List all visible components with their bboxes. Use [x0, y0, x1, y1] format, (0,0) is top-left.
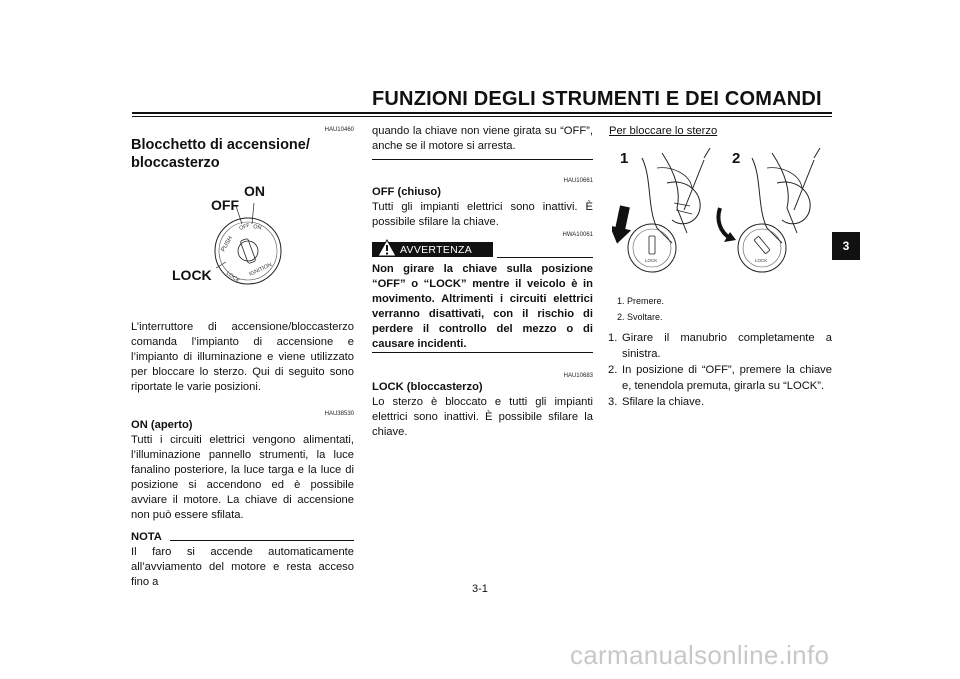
- svg-text:LOCK: LOCK: [645, 258, 658, 263]
- off-title: OFF (chiuso): [372, 186, 441, 198]
- figure-label-1: 1: [620, 150, 629, 167]
- warning-text: Non girare la chiave sulla posizione “OFF” o “LOCK” mentre il veicolo è in movimento. Altrimenti i circuiti elettrici verranno disattivati, con il rischio di perdere il controllo del mezzo o di causare incidenti.: [372, 263, 593, 350]
- step-text: In posizione di “OFF”, premere la chiave e, tenendola premuta, girarla su “LOCK”.: [622, 364, 832, 392]
- off-section: [372, 185, 593, 230]
- watermark-text[interactable]: carmanualsonline.info: [570, 640, 830, 670]
- list-item: [608, 362, 832, 394]
- warning-rule-top: [497, 257, 593, 258]
- section-code: HAU10661: [563, 178, 593, 184]
- page-header-title: FUNZIONI DEGLI STRUMENTI E DEI COMANDI: [372, 88, 822, 110]
- list-item: [608, 330, 832, 362]
- section-heading: [131, 136, 361, 172]
- intro-paragraph: L’interruttore di accensione/bloccasterzo comanda l’impianto di accensione e l’impianto di illuminazione e viene utilizzato per bloccare lo sterzo. Qui di seguito sono riportate le varie posizioni.: [131, 321, 354, 393]
- warning-code: HWA10061: [562, 232, 593, 238]
- lock-title: LOCK (bloccasterzo): [372, 381, 483, 393]
- warning-triangle-icon: [377, 239, 397, 257]
- header-rule-thin: [132, 116, 832, 117]
- caption-2: 2. Svoltare.: [617, 312, 663, 322]
- dial-push-text: PUSH: [220, 235, 235, 253]
- on-title: ON (aperto): [131, 419, 193, 431]
- on-text: Tutti i circuiti elettrici vengono alimentati, l’illuminazione pannello strumenti, la luce fanalino posteriore, la luce targa e la luce di posizione si accendono ed è possibile avviare il motore. La chiave di accensione non può essere sfilata.: [131, 434, 354, 521]
- page-number: 3-1: [472, 583, 488, 595]
- nota-text: Il faro si accende automaticamente all’avviamento del motore e resta acceso fino a: [131, 546, 354, 588]
- lock-section: [372, 380, 593, 440]
- continued-text: quando la chiave non viene girata su “OFF”, anche se il motore si arresta.: [372, 125, 593, 152]
- dial-lock-text: LOCK: [224, 270, 241, 285]
- step-number: 1.: [608, 332, 618, 344]
- figure-label-lock: LOCK: [172, 267, 212, 283]
- section-code: HAU10460: [324, 127, 354, 133]
- warning-rule-bottom: [372, 352, 593, 353]
- off-text: Tutti gli impianti elettrici sono inattivi. È possibile sfilare la chiave.: [372, 201, 593, 228]
- steps-list: [608, 330, 832, 410]
- figure-label-2: 2: [732, 150, 741, 167]
- dial-on-text: ON: [252, 224, 262, 232]
- section-heading-line2: bloccasterzo: [131, 155, 220, 171]
- nota-rule: [170, 540, 354, 541]
- section-code: HAU38530: [324, 411, 354, 417]
- lock-steering-title: Per bloccare lo sterzo: [609, 125, 718, 137]
- list-item: [608, 394, 832, 410]
- figure-label-on: ON: [244, 183, 265, 199]
- step-text: Girare il manubrio completamente a sinistra.: [622, 332, 832, 360]
- dial-ignition-text: IGNITION: [248, 262, 274, 278]
- section-code: HAU10683: [563, 373, 593, 379]
- figure-label-off: OFF: [211, 197, 239, 213]
- lock-text: Lo sterzo è bloccato e tutti gli impianti elettrici sono inattivi. È possibile sfilare la chiave.: [372, 396, 593, 438]
- dial-off-text: OFF: [238, 222, 252, 232]
- nota-label: NOTA: [131, 531, 162, 543]
- svg-text:LOCK: LOCK: [755, 258, 768, 263]
- section-heading-line1: Blocchetto di accensione/: [131, 137, 310, 153]
- step-number: 2.: [608, 364, 618, 376]
- chapter-tab[interactable]: 3: [832, 232, 860, 260]
- caption-1: 1. Premere.: [617, 296, 665, 306]
- section-rule: [372, 159, 593, 160]
- warning-banner: AVVERTENZA: [372, 242, 493, 257]
- header-rule: [132, 112, 832, 114]
- steering-lock-figure: [612, 148, 832, 283]
- step-number: 3.: [608, 396, 618, 408]
- on-section: [131, 418, 354, 523]
- step-text: Sfilare la chiave.: [622, 396, 705, 408]
